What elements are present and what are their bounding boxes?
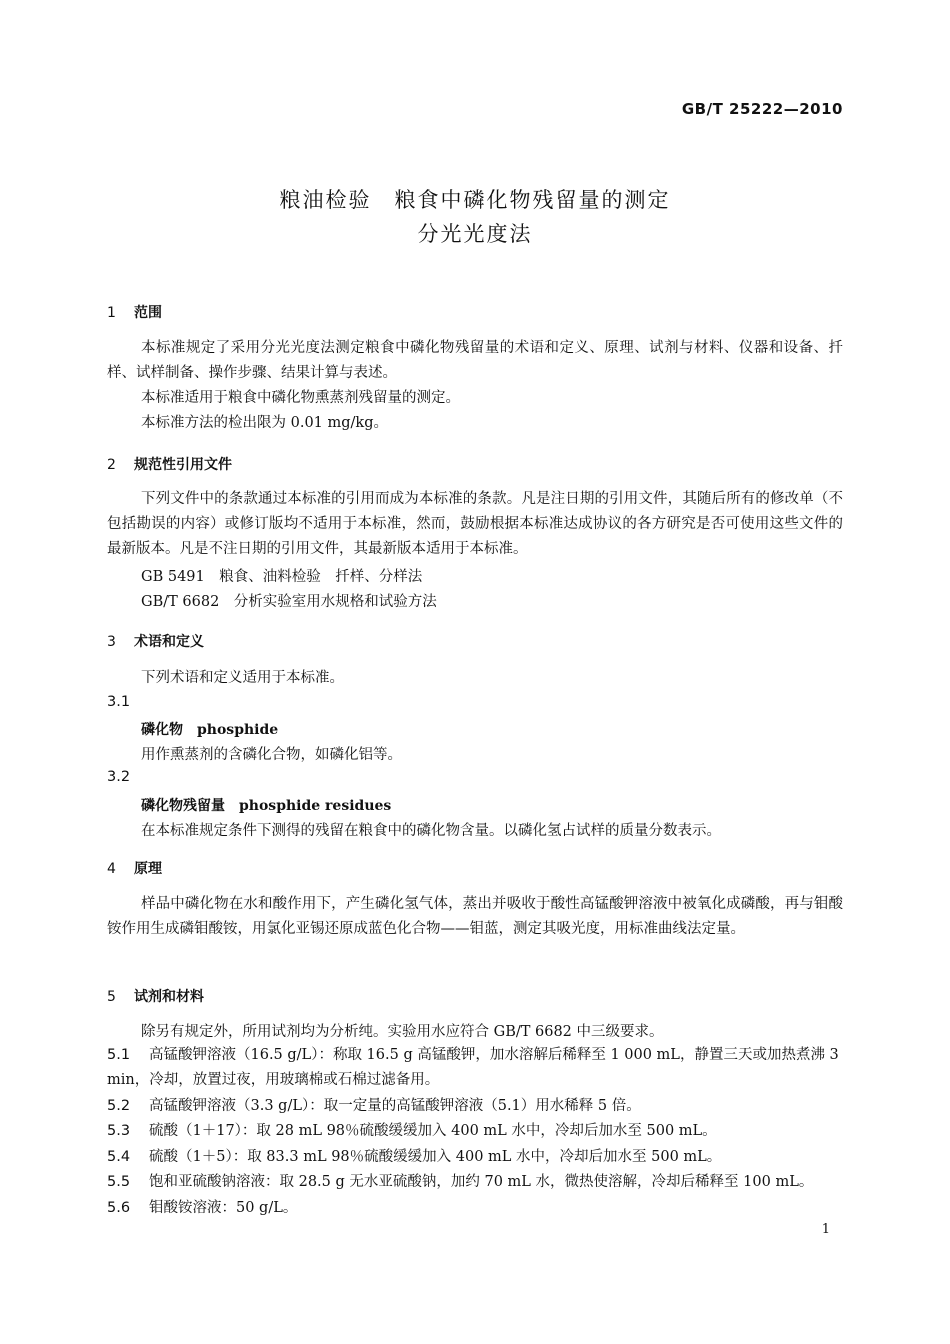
- section-number: 2: [107, 457, 116, 473]
- section-4-paragraph-1: 样品中磷化物在水和酸作用下，产生磷化氢气体，蒸出并吸收于酸性高锰酸钾溶液中被氧化成磷酸，再与钼酸铵作用生成磷钼酸铵，用氯化亚锡还原成蓝色化合物——钼蓝，测定其吸光度，用标准曲线法定量。: [107, 896, 843, 937]
- section-title: 试剂和材料: [134, 989, 204, 1005]
- item-number: 5.5: [107, 1174, 131, 1190]
- section-number: 4: [107, 861, 116, 877]
- section-title: 规范性引用文件: [134, 457, 232, 473]
- section-number: 5: [107, 989, 116, 1005]
- section-5-heading: [107, 986, 204, 1006]
- term-3-2-definition: 在本标准规定条件下测得的残留在粮食中的磷化物含量。以磷化氢占试样的质量分数表示。: [141, 823, 721, 839]
- reagent-item: [107, 1196, 843, 1221]
- term-en: phosphide residues: [239, 798, 392, 814]
- section-4-heading: [107, 858, 162, 878]
- item-number: 5.4: [107, 1149, 131, 1165]
- item-number: 5.2: [107, 1098, 131, 1114]
- term-zh: 磷化物: [141, 722, 183, 738]
- page-number: 1: [821, 1222, 830, 1237]
- section-title: 术语和定义: [134, 634, 204, 650]
- reagent-item: [107, 1119, 843, 1144]
- term-3-2: [141, 795, 391, 815]
- section-3-paragraph-1: 下列术语和定义适用于本标准。: [141, 670, 344, 686]
- section-2-paragraph-1: 下列文件中的条款通过本标准的引用而成为本标准的条款。凡是注日期的引用文件，其随后所有的修改单（不包括勘误的内容）或修订版均不适用于本标准，然而，鼓励根据本标准达成协议的各方研究是否可使用这些文件的最新版本。凡是不注日期的引用文件，其最新版本适用于本标准。: [107, 491, 843, 557]
- term-3-2-number: 3.2: [107, 769, 131, 785]
- standard-number: GB/T 25222—2010: [681, 100, 843, 118]
- section-1-paragraph-2: 本标准适用于粮食中磷化物熏蒸剂残留量的测定。: [141, 390, 460, 406]
- section-number: 1: [107, 305, 116, 321]
- reagent-item: [107, 1145, 843, 1170]
- section-title: 原理: [134, 861, 162, 877]
- section-3-heading: [107, 631, 204, 651]
- reagent-item: [107, 1094, 843, 1119]
- section-1-paragraph-1: 本标准规定了采用分光光度法测定粮食中磷化物残留量的术语和定义、原理、试剂与材料、仪器和设备、扦样、试样制备、操作步骤、结果计算与表述。: [107, 340, 843, 381]
- section-2-heading: [107, 454, 232, 474]
- document-title-line2: 分光光度法: [417, 222, 533, 246]
- item-text: 钼酸铵溶液：50 g/L。: [149, 1200, 298, 1216]
- term-3-1-definition: 用作熏蒸剂的含磷化合物，如磷化铝等。: [141, 747, 402, 763]
- item-text: 硫酸（1＋5）：取 83.3 mL 98％硫酸缓缓加入 400 mL 水中，冷却后加水至 500 mL。: [149, 1149, 722, 1165]
- item-number: 5.3: [107, 1123, 131, 1139]
- reagent-item: [107, 1043, 843, 1093]
- section-5-paragraph-1: 除另有规定外，所用试剂均为分析纯。实验用水应符合 GB/T 6682 中三级要求。: [141, 1024, 664, 1040]
- item-text: 高锰酸钾溶液（3.3 g/L）：取一定量的高锰酸钾溶液（5.1）用水稀释 5 倍。: [149, 1098, 641, 1114]
- document-title-line1: 粮油检验 粮食中磷化物残留量的测定: [279, 188, 671, 212]
- term-3-1: [141, 719, 278, 739]
- item-text: 饱和亚硫酸钠溶液：取 28.5 g 无水亚硫酸钠，加约 70 mL 水，微热使溶解，冷却后稀释至 100 mL。: [149, 1174, 814, 1190]
- term-en: phosphide: [197, 722, 279, 738]
- normative-reference-1: GB 5491 粮食、油料检验 扦样、分样法: [141, 569, 423, 585]
- item-number: 5.6: [107, 1200, 131, 1216]
- section-1-paragraph-3: 本标准方法的检出限为 0.01 mg/kg。: [141, 415, 388, 431]
- section-title: 范围: [134, 305, 162, 321]
- item-number: 5.1: [107, 1047, 131, 1063]
- normative-reference-2: GB/T 6682 分析实验室用水规格和试验方法: [141, 594, 437, 610]
- item-text: 高锰酸钾溶液（16.5 g/L）：称取 16.5 g 高锰酸钾，加水溶解后稀释至 1 000 mL，静置三天或加热煮沸 3 min，冷却，放置过夜，用玻璃棉或石棉过滤备用。: [107, 1047, 839, 1088]
- section-1-heading: [107, 302, 162, 322]
- reagent-item: [107, 1170, 843, 1195]
- term-zh: 磷化物残留量: [141, 798, 225, 814]
- section-number: 3: [107, 634, 116, 650]
- term-3-1-number: 3.1: [107, 694, 131, 710]
- item-text: 硫酸（1＋17）：取 28 mL 98％硫酸缓缓加入 400 mL 水中，冷却后加水至 500 mL。: [149, 1123, 717, 1139]
